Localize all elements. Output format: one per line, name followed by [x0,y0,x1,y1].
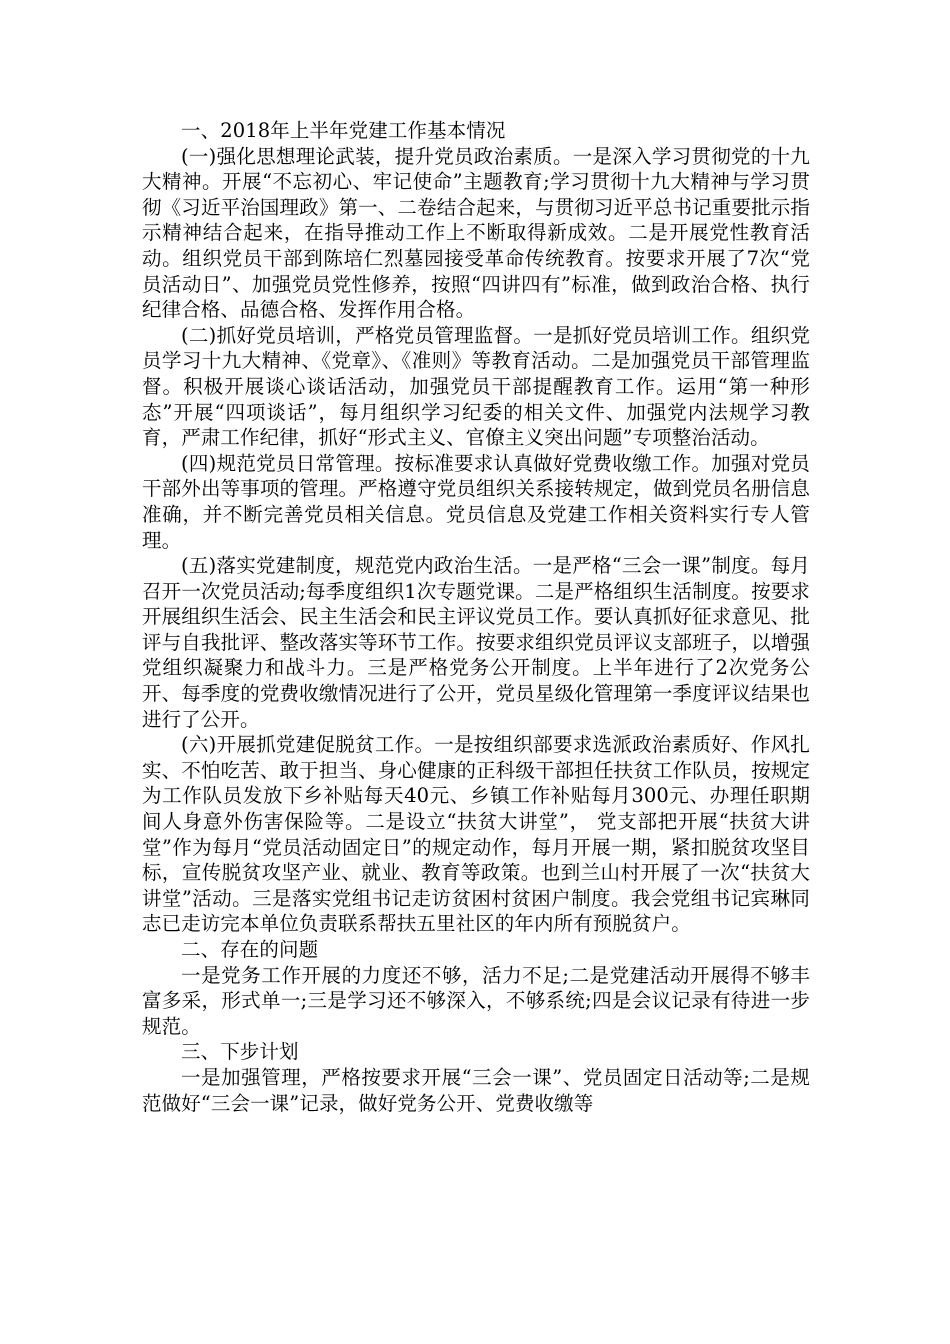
section-heading-3: 三、下步计划 [181,1040,299,1064]
paragraph-5: (六)开展抓党建促脱贫工作。一是按组织部要求选派政治素质好、作风扎实、不怕吃苦、敢于担当、身心健康的正科级干部担任扶贫工作队员，按规定为工作队员发放下乡补贴每天40元、乡镇工作补贴每月300元、办理任职期间人身意外伤害保险等。二是设立“扶贫大讲堂”， 党支部把开展“扶贫大讲堂”作为每月“党员活动固定日”的规定动作，每月开展一期，紧扣脱贫攻坚目标，宣传脱贫攻坚产业、就业、教育等政策。也到兰山村开展了一次“扶贫大讲堂”活动。三是落实党组书记走访贫困村贫困户制度。我会党组书记宾琳同志已走访完本单位负责联系帮扶五里社区的年内所有预脱贫户。 [142,733,810,936]
document-body [142,118,810,1116]
paragraph-1: (一)强化思想理论武装，提升党员政治素质。一是深入学习贯彻党的十九大精神。开展“不忘初心、牢记使命”主题教育;学习贯彻十九大精神与学习贯彻《习近平治国理政》第一、二卷结合起来，与贯彻习近平总书记重要批示指示精神结合起来，在指导推动工作上不断取得新成效。二是开展党性教育活动。组织党员干部到陈培仁烈墓园接受革命传统教育。按要求开展了7次“党员活动日”、加强党员党性修养，按照“四讲四有”标准，做到政治合格、执行纪律合格、品德合格、发挥作用合格。 [142,144,810,322]
paragraph-7: 一是加强管理，严格按要求开展“三会一课”、党员固定日活动等;二是规范做好“三会一课”记录，做好党务公开、党费收缴等 [142,1065,810,1115]
paragraph-3: (四)规范党员日常管理。按标准要求认真做好党费收缴工作。加强对党员干部外出等事项的管理。严格遵守党员组织关系接转规定，做到党员名册信息准确，并不断完善党员相关信息。党员信息及党建工作相关资料实行专人管理。 [142,451,810,552]
paragraph-4: (五)落实党建制度，规范党内政治生活。一是严格“三会一课”制度。每月召开一次党员活动;每季度组织1次专题党课。二是严格组织生活制度。按要求开展组织生活会、民主生活会和民主评议党员工作。要认真抓好征求意见、批评与自我批评、整改落实等环节工作。按要求组织党员评议支部班子，以增强党组织凝聚力和战斗力。三是严格党务公开制度。上半年进行了2次党务公开、每季度的党费收缴情况进行了公开，党员星级化管理第一季度评议结果也进行了公开。 [142,554,810,731]
section-heading-2: 二、存在的问题 [181,938,319,961]
section-heading-1: 一、2018年上半年党建工作基本情况 [181,119,506,142]
paragraph-6: 一是党务工作开展的力度还不够，活力不足;二是党建活动开展得不够丰富多采，形式单一;三是学习还不够深入，不够系统;四是会议记录有待进一步规范。 [142,963,810,1038]
paragraph-2: (二)抓好党员培训，严格党员管理监督。一是抓好党员培训工作。组织党员学习十九大精神、《党章》、《准则》等教育活动。二是加强党员干部管理监督。积极开展谈心谈话活动，加强党员干部提醒教育工作。运用“第一种形态”开展“四项谈话”，每月组织学习纪委的相关文件、加强党内法规学习教育，严肃工作纪律，抓好“形式主义、官僚主义突出问题”专项整治活动。 [142,323,810,450]
